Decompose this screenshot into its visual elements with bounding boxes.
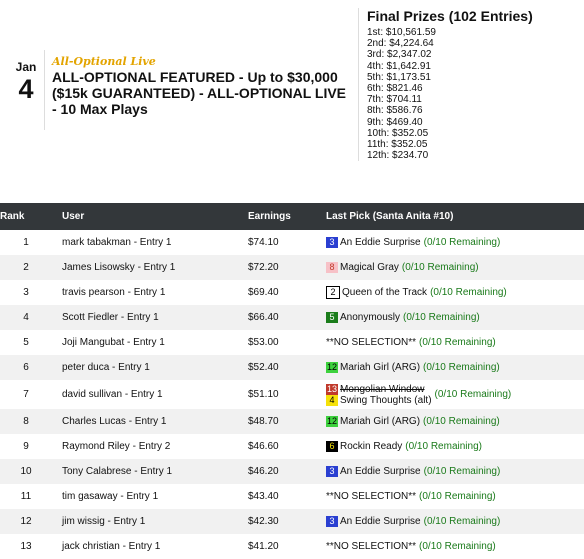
table-row bbox=[0, 305, 584, 330]
program-number: 3 bbox=[326, 237, 338, 248]
prize-line: 2nd: $4,224.64 bbox=[367, 38, 434, 50]
remaining-count: (0/10 Remaining) bbox=[419, 337, 496, 348]
pick-line bbox=[326, 466, 421, 477]
prizes-title: Final Prizes (102 Entries) bbox=[367, 8, 533, 24]
earnings-cell: $51.10 bbox=[248, 389, 279, 400]
pick-stack bbox=[326, 466, 421, 477]
rank-cell: 1 bbox=[23, 237, 29, 248]
program-number: 4 bbox=[326, 395, 338, 406]
pick-stack bbox=[326, 516, 421, 527]
rank-cell: 6 bbox=[0, 355, 52, 380]
last-pick-cell bbox=[326, 484, 584, 509]
last-pick-cell bbox=[326, 534, 584, 559]
no-selection: **NO SELECTION** bbox=[326, 541, 417, 552]
header-earnings[interactable]: Earnings bbox=[248, 203, 326, 230]
user-cell[interactable]: Scott Fiedler - Entry 1 bbox=[52, 305, 248, 330]
pick-wrap bbox=[326, 237, 584, 248]
table-row bbox=[0, 380, 584, 409]
rank-cell: 2 bbox=[0, 255, 52, 280]
remaining-count: (0/10 Remaining) bbox=[405, 441, 482, 452]
user-cell[interactable]: Charles Lucas - Entry 1 bbox=[52, 409, 248, 434]
horse-name: Magical Gray bbox=[340, 262, 399, 273]
program-number: 13 bbox=[327, 383, 338, 394]
program-number: 2 bbox=[326, 286, 340, 299]
pick-line bbox=[326, 384, 432, 395]
earnings-cell: $46.20 bbox=[248, 459, 326, 484]
prize-line: 5th: $1,173.51 bbox=[367, 71, 431, 83]
prize-line: 12th: $234.70 bbox=[367, 150, 429, 162]
user-cell[interactable]: Raymond Riley - Entry 2 bbox=[62, 441, 171, 452]
pick-wrap bbox=[326, 384, 584, 406]
user-cell[interactable]: tim gasaway - Entry 1 bbox=[62, 491, 159, 502]
pick-stack bbox=[326, 384, 432, 406]
no-selection: **NO SELECTION** bbox=[326, 491, 417, 502]
event-info bbox=[52, 55, 352, 117]
last-pick-cell bbox=[326, 509, 584, 534]
user-cell[interactable]: jim wissig - Entry 1 bbox=[52, 509, 248, 534]
rank-cell: 9 bbox=[23, 441, 29, 452]
remaining-count: (0/10 Remaining) bbox=[434, 389, 512, 400]
horse-name: Mariah Girl (ARG) bbox=[340, 362, 421, 373]
pick-wrap bbox=[326, 416, 584, 427]
prize-line: 7th: $704.11 bbox=[367, 94, 422, 106]
user-cell[interactable]: mark tabakman - Entry 1 bbox=[62, 237, 172, 248]
pick-wrap bbox=[326, 362, 584, 373]
event-month: Jan bbox=[15, 60, 37, 74]
last-pick-cell bbox=[326, 330, 584, 355]
earnings-cell: $72.20 bbox=[248, 255, 326, 280]
table-row bbox=[0, 434, 584, 459]
rank-cell: 11 bbox=[20, 491, 32, 502]
prize-line: 8th: $586.76 bbox=[367, 105, 423, 117]
table-row bbox=[0, 484, 584, 509]
table-row bbox=[0, 534, 584, 559]
no-selection: **NO SELECTION** bbox=[326, 337, 417, 348]
user-cell[interactable]: peter duca - Entry 1 bbox=[52, 355, 248, 380]
rank-cell: 5 bbox=[23, 337, 29, 348]
program-number: 12 bbox=[327, 362, 338, 372]
remaining-count: (0/10 Remaining) bbox=[423, 466, 501, 477]
pick-line bbox=[326, 237, 421, 248]
prize-line: 4th: $1,642.91 bbox=[367, 60, 431, 72]
pick-line bbox=[326, 362, 420, 373]
pick-line bbox=[326, 416, 420, 427]
remaining-count: (0/10 Remaining) bbox=[423, 416, 500, 427]
pick-wrap bbox=[326, 466, 584, 477]
rank-cell: 4 bbox=[0, 305, 52, 330]
table-row bbox=[0, 409, 584, 434]
pick-wrap bbox=[326, 516, 584, 527]
program-number: 3 bbox=[326, 466, 338, 477]
event-tag: All-Optional Live bbox=[52, 55, 156, 68]
event-date bbox=[12, 60, 40, 104]
remaining-count: (0/10 Remaining) bbox=[423, 237, 501, 248]
pick-stack bbox=[326, 312, 400, 323]
rank-cell: 3 bbox=[23, 287, 29, 298]
horse-name: An Eddie Surprise bbox=[340, 516, 421, 527]
earnings-cell: $69.40 bbox=[248, 287, 279, 298]
user-cell[interactable]: Tony Calabrese - Entry 1 bbox=[52, 459, 248, 484]
horse-name: Queen of the Track bbox=[342, 287, 428, 298]
horse-name: An Eddie Surprise bbox=[340, 237, 421, 248]
user-cell[interactable]: James Lisowsky - Entry 1 bbox=[52, 255, 248, 280]
pick-line bbox=[326, 312, 400, 323]
last-pick-cell bbox=[326, 255, 584, 280]
pick-line bbox=[326, 516, 421, 527]
rank-cell: 8 bbox=[0, 409, 52, 434]
pick-wrap bbox=[326, 262, 584, 273]
last-pick-cell bbox=[326, 380, 584, 409]
horse-name: Mariah Girl (ARG) bbox=[340, 416, 421, 427]
earnings-cell: $48.70 bbox=[248, 409, 326, 434]
pick-wrap bbox=[326, 441, 584, 452]
table-row bbox=[0, 355, 584, 380]
prize-line: 9th: $469.40 bbox=[367, 116, 423, 128]
remaining-count: (0/10 Remaining) bbox=[419, 491, 496, 502]
table-row bbox=[0, 330, 584, 355]
pick-stack bbox=[326, 262, 399, 273]
rank-cell: 7 bbox=[23, 389, 29, 400]
remaining-count: (0/10 Remaining) bbox=[423, 516, 501, 527]
user-cell[interactable]: david sullivan - Entry 1 bbox=[62, 389, 163, 400]
header-rank[interactable]: Rank bbox=[0, 203, 52, 230]
remaining-count: (0/10 Remaining) bbox=[419, 541, 496, 552]
pick-line bbox=[326, 441, 402, 452]
program-number: 8 bbox=[326, 262, 338, 273]
pick-stack bbox=[326, 416, 420, 427]
earnings-cell: $46.60 bbox=[248, 441, 279, 452]
event-day: 4 bbox=[18, 74, 34, 104]
table-row bbox=[0, 509, 584, 534]
leaderboard-table bbox=[0, 203, 584, 559]
pick-wrap bbox=[326, 491, 584, 502]
earnings-cell: $74.10 bbox=[248, 237, 279, 248]
pick-wrap bbox=[326, 312, 584, 323]
earnings-cell: $66.40 bbox=[248, 305, 326, 330]
rank-cell: 13 bbox=[20, 541, 32, 552]
earnings-cell: $53.00 bbox=[248, 337, 279, 348]
prize-list bbox=[367, 27, 584, 161]
user-cell[interactable]: travis pearson - Entry 1 bbox=[62, 287, 166, 298]
prize-line: 10th: $352.05 bbox=[367, 127, 429, 139]
remaining-count: (0/10 Remaining) bbox=[430, 287, 507, 298]
earnings-cell: $52.40 bbox=[248, 355, 326, 380]
earnings-cell: $42.30 bbox=[248, 509, 326, 534]
event-title[interactable]: ALL-OPTIONAL FEATURED - Up to $30,000 ($15k GUARANTEED) - ALL-OPTIONAL LIVE - 10 Max Plays bbox=[52, 69, 347, 117]
horse-name: An Eddie Surprise bbox=[340, 466, 421, 477]
horse-name: Anonymously bbox=[340, 312, 401, 323]
last-pick-cell bbox=[326, 280, 584, 305]
rank-cell: 10 bbox=[0, 459, 52, 484]
last-pick-cell bbox=[326, 409, 584, 434]
pick-line bbox=[326, 395, 432, 406]
pick-stack bbox=[326, 237, 421, 248]
table-row bbox=[0, 230, 584, 255]
pick-stack bbox=[326, 286, 427, 299]
pick-wrap bbox=[326, 337, 584, 348]
program-number: 5 bbox=[326, 312, 338, 323]
pick-wrap bbox=[326, 541, 584, 552]
prize-line: 1st: $10,561.59 bbox=[367, 27, 436, 38]
earnings-cell: $41.20 bbox=[248, 541, 279, 552]
horse-name: Rockin Ready bbox=[340, 441, 403, 452]
user-cell[interactable]: Joji Mangubat - Entry 1 bbox=[62, 337, 165, 348]
earnings-cell: $43.40 bbox=[248, 491, 279, 502]
last-pick-cell bbox=[326, 434, 584, 459]
table-row bbox=[0, 459, 584, 484]
program-number: 3 bbox=[326, 516, 338, 527]
pick-stack bbox=[326, 441, 402, 452]
rank-cell: 12 bbox=[0, 509, 52, 534]
prize-line: 11th: $352.05 bbox=[367, 139, 428, 151]
final-prizes bbox=[358, 8, 584, 161]
remaining-count: (0/10 Remaining) bbox=[401, 262, 479, 273]
table-row bbox=[0, 280, 584, 305]
table-row bbox=[0, 255, 584, 280]
program-number: 12 bbox=[327, 416, 338, 426]
user-cell[interactable]: jack christian - Entry 1 bbox=[62, 541, 161, 552]
remaining-count: (0/10 Remaining) bbox=[423, 362, 500, 373]
pick-wrap bbox=[326, 286, 584, 299]
last-pick-cell bbox=[326, 459, 584, 484]
event-header bbox=[0, 0, 584, 190]
divider bbox=[44, 50, 45, 130]
program-number: 6 bbox=[326, 441, 338, 452]
last-pick-cell bbox=[326, 230, 584, 255]
header-user[interactable]: User bbox=[52, 203, 248, 230]
last-pick-cell bbox=[326, 355, 584, 380]
horse-name: Mongolian Window bbox=[340, 383, 425, 395]
horse-name: Swing Thoughts (alt) bbox=[340, 394, 432, 406]
remaining-count: (0/10 Remaining) bbox=[403, 312, 480, 323]
last-pick-cell bbox=[326, 305, 584, 330]
prize-line: 3rd: $2,347.02 bbox=[367, 49, 432, 61]
header-last-pick[interactable]: Last Pick (Santa Anita #10) bbox=[326, 203, 584, 230]
pick-line bbox=[326, 286, 427, 299]
table-header bbox=[0, 203, 584, 230]
pick-line bbox=[326, 262, 399, 273]
prize-line: 6th: $821.46 bbox=[367, 83, 423, 95]
pick-stack bbox=[326, 362, 420, 373]
